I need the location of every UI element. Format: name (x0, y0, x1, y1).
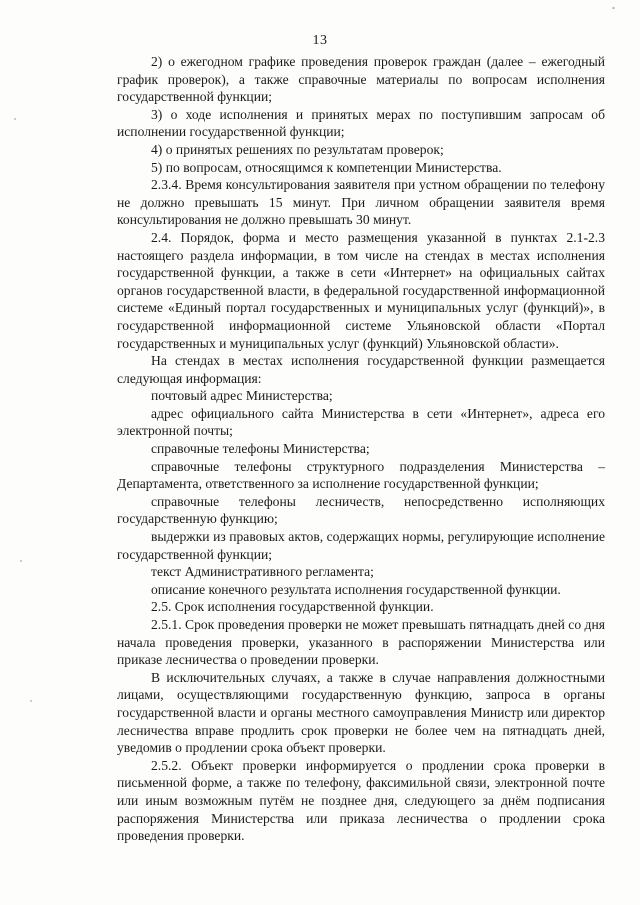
list-item: описание конечного результата исполнения государственной функции. (151, 581, 561, 597)
section-heading: 2.5. Срок исполнения государственной функции. (151, 599, 434, 615)
scan-speck (612, 7, 615, 9)
scan-speck (14, 118, 16, 120)
paragraph: 2.4. Порядок, форма и место размещения указанной в пунктах 2.1-2.3 настоящего раздела информации, в том числе на стендах в местах исполнения государственной функции, а также в сети «Интернет» на официальных сайтах органов государственной власти, в федеральной государственной информационной системе «Единый портал государственных и муниципальных услуг (функций)», в государственной информационной системе Ульяновской области «Портал государственных и муниципальных услуг (функций) Ульяновской области». (117, 229, 605, 351)
paragraph: В исключительных случаях, а также в случае направления должностными лицами, осуществляющими государственную функцию, запроса в органы государственной власти и органы местного самоуправления Министр или директор лесничества вправе продлить срок проверки не более чем на пятнадцать дней, уведомив о продлении срока объект проверки. (117, 669, 605, 756)
list-item: справочные телефоны структурного подразделения Министерства – Департамента, ответственного за исполнение государственной функции; (117, 458, 605, 492)
paragraph: 2.3.4. Время консультирования заявителя при устном обращении по телефону не должно превышать 15 минут. При личном обращении заявителя время консультирования не должно превышать 30 минут. (117, 177, 605, 228)
paragraph: 2.5.1. Срок проведения проверки не может превышать пятнадцать дней со дня начала проведения проверки, указанного в распоряжении Министерства или приказе лесничества о проведении проверки. (117, 617, 605, 668)
list-item: справочные телефоны Министерства; (151, 441, 370, 457)
paragraph: 2) о ежегодном графике проведения проверок граждан (далее – ежегодный график проверок), а также справочные материалы по вопросам исполнения государственной функции; (117, 54, 605, 105)
list-item: выдержки из правовых актов, содержащих нормы, регулирующие исполнение государственной функции; (117, 529, 605, 562)
list-item: почтовый адрес Министерства; (151, 388, 333, 404)
paragraph: 4) о принятых решениях по результатам проверок; (151, 141, 444, 157)
scan-speck (30, 700, 32, 702)
scan-speck (20, 560, 22, 562)
document-body (117, 53, 605, 845)
paragraph: 3) о ходе исполнения и принятых мерах по поступившим запросам об исполнении государственной функции; (117, 106, 605, 140)
page-number: 13 (312, 33, 328, 48)
paragraph: 2.5.2. Объект проверки информируется о продлении срока проверки в письменной форме, а также по телефону, факсимильной связи, электронной почте или иным возможным путём не позднее дня, следующего за днём подписания распоряжения Министерства или приказа лесничества о продлении срока проведения проверки. (117, 757, 605, 844)
list-item: адрес официального сайта Министерства в сети «Интернет», адреса его электронной почты; (117, 405, 605, 439)
list-item: справочные телефоны лесничеств, непосредственно исполняющих государственную функцию; (117, 493, 605, 527)
paragraph: На стендах в местах исполнения государственной функции размещается следующая информация: (117, 353, 605, 386)
list-item: текст Административного регламента; (151, 564, 374, 580)
paragraph: 5) по вопросам, относящимся к компетенции Министерства. (151, 159, 502, 175)
